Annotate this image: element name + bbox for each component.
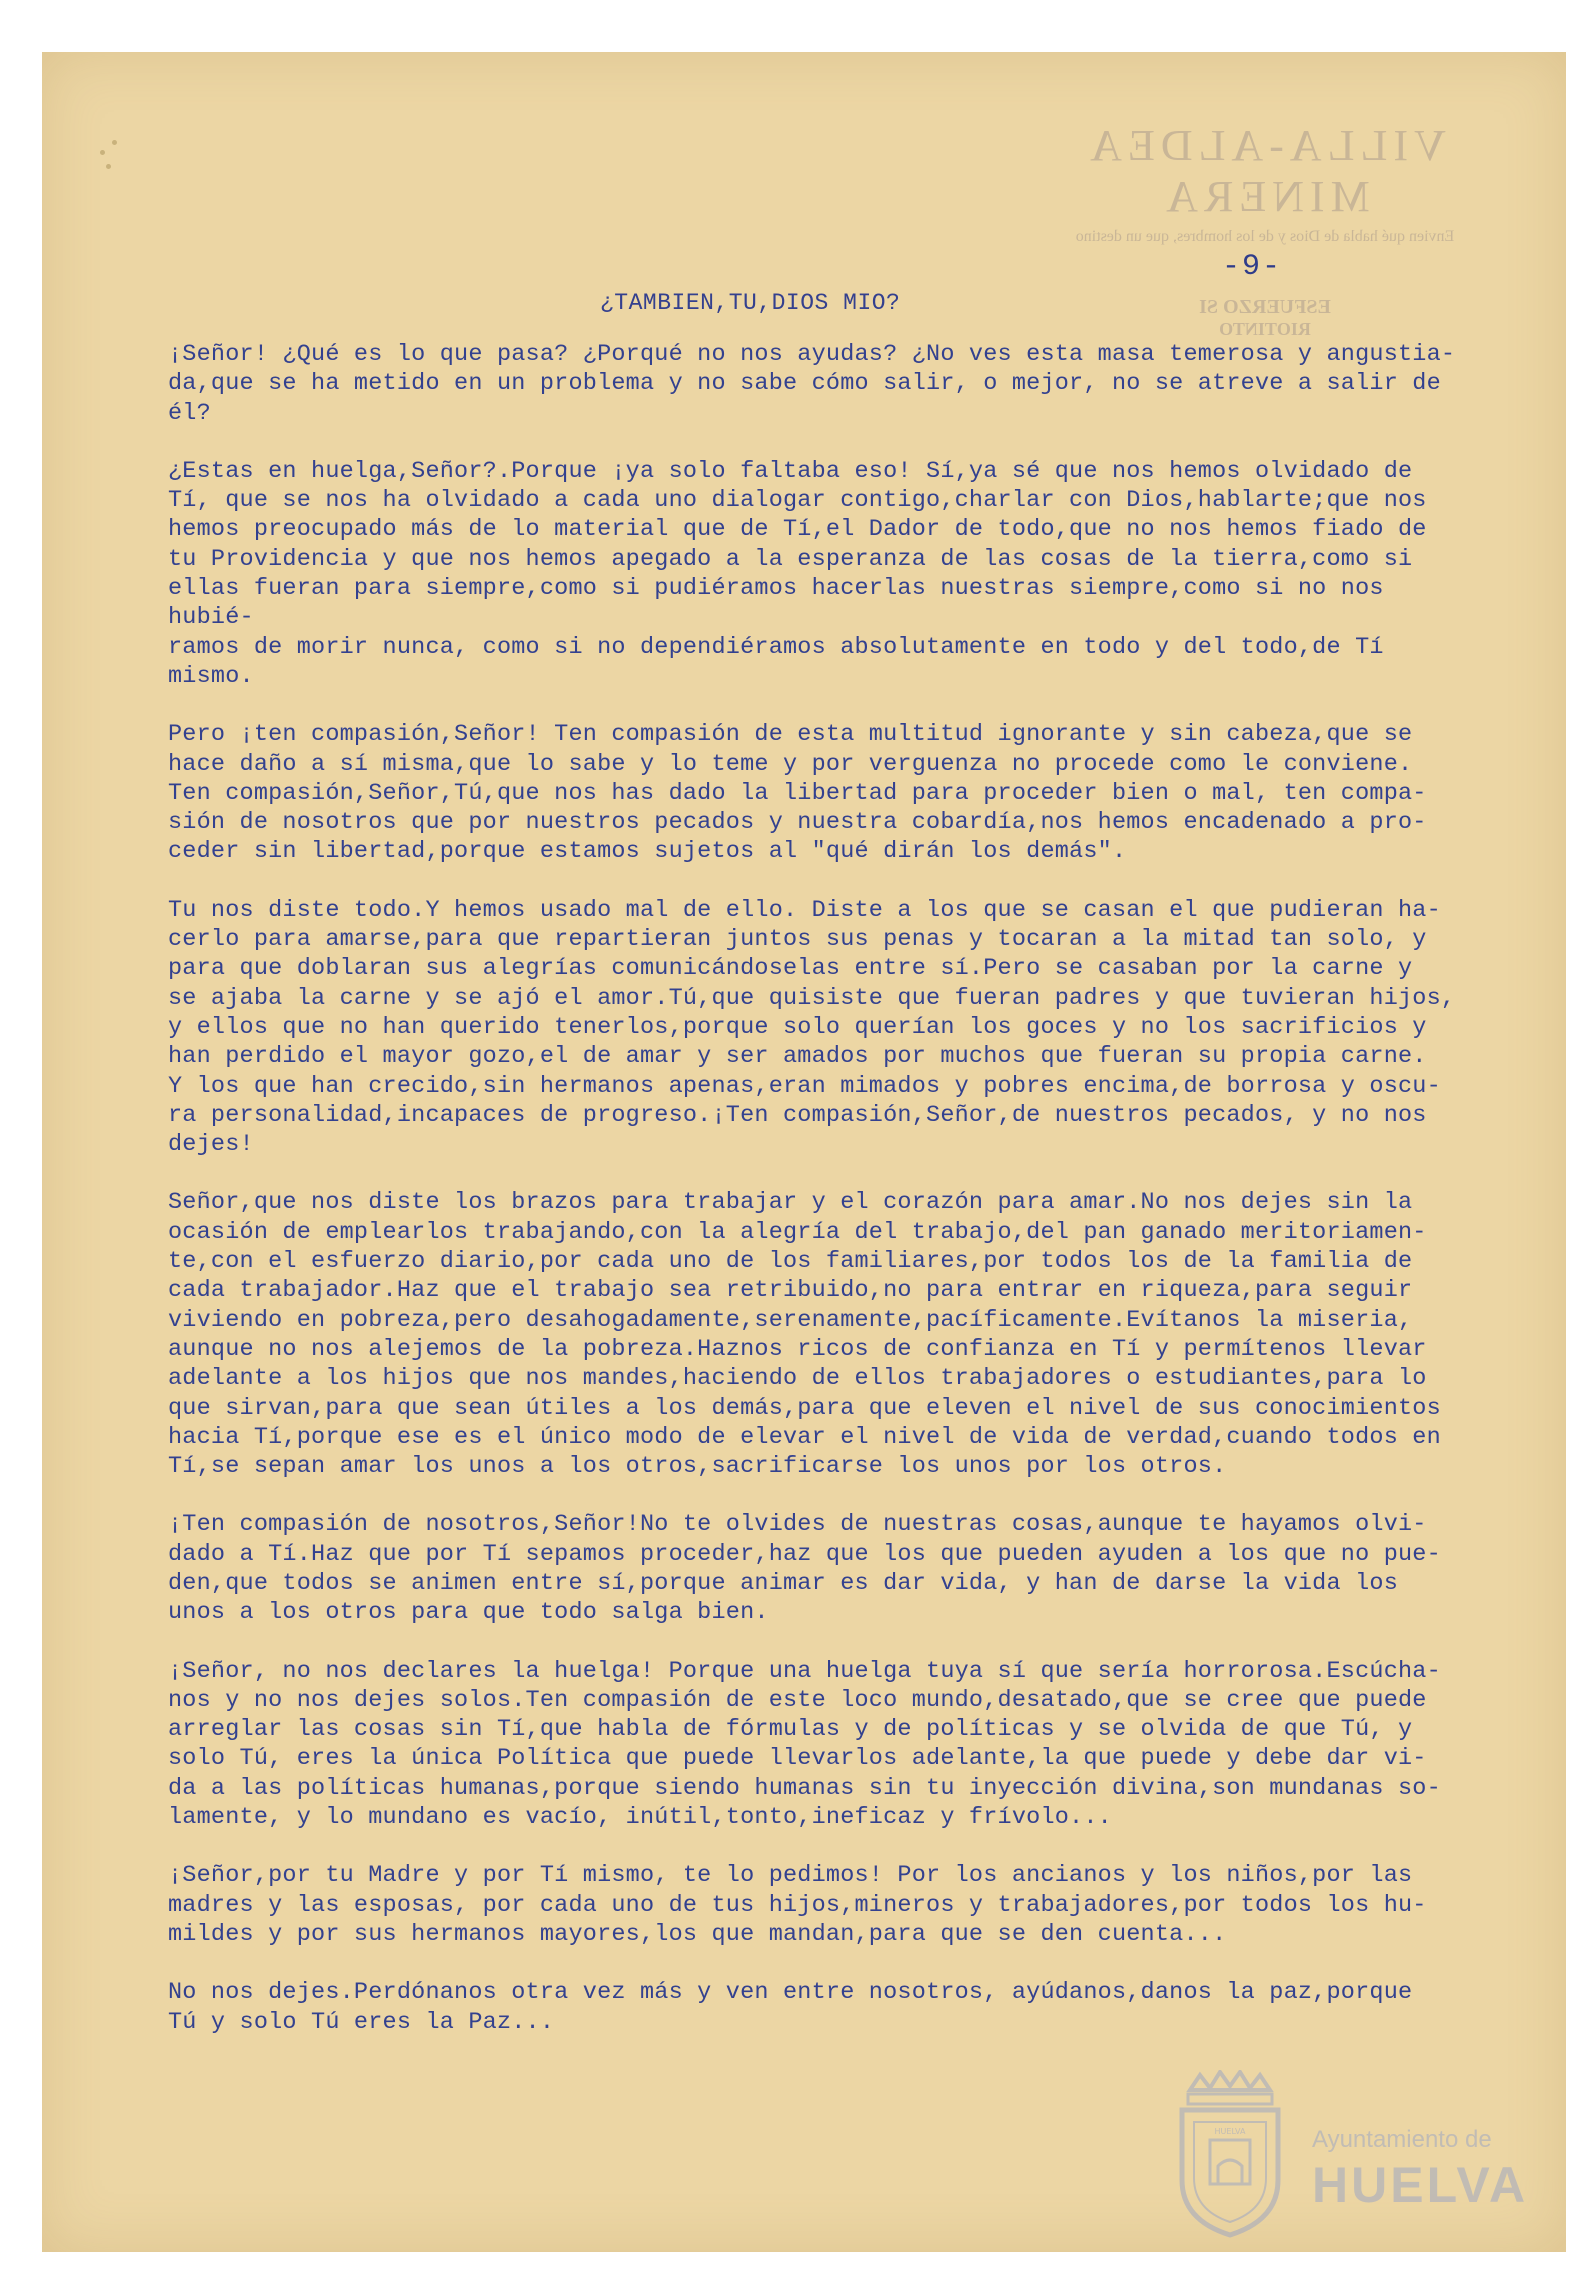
pin-hole [106, 164, 111, 169]
crown-shield-icon [1170, 2070, 1290, 2240]
stamp-line: RIOTINTO [1219, 319, 1311, 339]
document-body [168, 340, 1458, 2066]
paragraph: Señor,que nos diste los brazos para trabajar y el corazón para amar.No nos dejes sin la ocasión de emplearlos trabajando,con la alegría del trabajo,del pan ganado meritoriamen- te,con el esfuerzo diario,por cada uno de los familiares,por todos los de la familia de cada trabajador.Haz que el trabajo sea retribuido,no para entrar en riqueza,para seguir viviendo en pobreza,pero desahogadamente,serenamente,pacíficamente.Evítanos la miseria, aunque no nos alejemos de la pobreza.Haznos ricos de confianza en Tí y permítenos llevar adelante a los hijos que nos mandes,haciendo de ellos trabajadores o estudiantes,para lo que sirvan,para que sean útiles a los demás,para que eleven el nivel de sus conocimientos hacia Tí,porque ese es el único modo de elevar el nivel de vida de verdad,cuando todos en Tí,se sepan amar los unos a los otros,sacrificarse los unos por los otros. [168, 1189, 1441, 1481]
page-number: -9- [1222, 250, 1283, 284]
ayuntamiento-logo [1170, 2070, 1530, 2240]
paragraph: ¡Señor, no nos declares la huelga! Porque una huelga tuya sí que sería horrorosa.Escúcha- nos y no nos dejes solos.Ten compasión de este loco mundo,desatado,que se cree que puede arreglar las cosas sin Tí,que habla de fórmulas y de políticas y se olvida de que Tú, y solo Tú, eres la única Política que puede llevarlos adelante,la que puede y debe dar vi- da a las políticas humanas,porque siendo humanas sin tu inyección divina,son mundanas so- lamente, y lo mundano es vacío, inútil,tonto,ineficaz y frívolo... [168, 1657, 1441, 1832]
paragraph: No nos dejes.Perdónanos otra vez más y ven entre nosotros, ayúdanos,danos la paz,porque Tú y solo Tú eres la Paz... [168, 1979, 1413, 2036]
stamp-line: ESFUERZO SI [1199, 296, 1331, 318]
logo-line2: HUELVA [1312, 2157, 1529, 2213]
paragraph: ¡Ten compasión de nosotros,Señor!No te olvides de nuestras cosas,aunque te hayamos olvi- dado a Tí.Haz que por Tí sepamos proceder,haz que los que pueden ayuden a los que no pue- den,que todos se animen entre sí,porque animar es dar vida, y han de darse la vida los unos a los otros para que todo salga bien. [168, 1511, 1441, 1627]
stamp-title: VILLA-ALDEA MINERA [1084, 121, 1446, 221]
bleed-through-stamp [1050, 120, 1480, 340]
pin-hole [112, 140, 117, 145]
logo-line1: Ayuntamiento de [1312, 2126, 1492, 2153]
paragraph: ¡Señor,por tu Madre y por Tí mismo, te lo pedimos! Por los ancianos y los niños,por las madres y las esposas, por cada uno de tus hijos,mineros y trabajadores,por todos los hu- mildes y por sus hermanos mayores,los que mandan,para que se den cuenta... [168, 1862, 1427, 1948]
stamp-line: Envien qué habla de Dios y de los hombres, que un destino [1075, 228, 1455, 245]
paragraph: ¿Estas en huelga,Señor?.Porque ¡ya solo faltaba eso! Sí,ya sé que nos hemos olvidado de Tí, que se nos ha olvidado a cada uno dialogar contigo,charlar con Dios,hablarte;que nos hemos preocupado más de lo material que de Tí,el Dador de todo,que no nos hemos fiado de tu Providencia y que nos hemos apegado a la esperanza de las cosas de la tierra,como si ellas fueran para siempre,como si pudiéramos hacerlas nuestras siempre,como si no nos hubié- ramos de morir nunca, como si no dependiéramos absolutamente en todo y del todo,de Tí mismo. [168, 457, 1427, 690]
paragraph: Tu nos diste todo.Y hemos usado mal de ello. Diste a los que se casan el que pudieran ha- cerlo para amarse,para que repartieran juntos sus penas y tocaran a la mitad tan solo, y para que doblaran sus alegrías comunicándoselas entre sí.Pero se casaban por la carne y se ajaba la carne y se ajó el amor.Tú,que quisiste que fueran padres y que tuvieran hijos, y ellos que no han querido tenerlos,porque solo querían los goces y no los sacrificios y han perdido el mayor gozo,el de amar y ser amados por muchos que fueran su propia carne. Y los que han crecido,sin hermanos apenas,eran mimados y pobres encima,de borrosa y oscu- ra personalidad,incapaces de progreso.¡Ten compasión,Señor,de nuestros pecados, y no nos dejes! [168, 896, 1456, 1159]
shield-lettering: HUELVA [1214, 2127, 1246, 2136]
paragraph: ¡Señor! ¿Qué es lo que pasa? ¿Porqué no nos ayudas? ¿No ves esta masa temerosa y angustia- da,que se ha metido en un problema y no sabe cómo salir, o mejor, no se atreve a salir de él? [168, 341, 1456, 427]
document-title: ¿TAMBIEN,TU,DIOS MIO? [600, 290, 901, 316]
pin-hole [100, 150, 105, 155]
paragraph: Pero ¡ten compasión,Señor! Ten compasión de esta multitud ignorante y sin cabeza,que se hace daño a sí misma,que lo sabe y lo teme y por verguenza no procede como le conviene. Ten compasión,Señor,Tú,que nos has dado la libertad para proceder bien o mal, ten compa- sión de nosotros que por nuestros pecados y nuestra cobardía,nos hemos encadenado a pro- ceder sin libertad,porque estamos sujetos al "qué dirán los demás". [168, 721, 1427, 866]
